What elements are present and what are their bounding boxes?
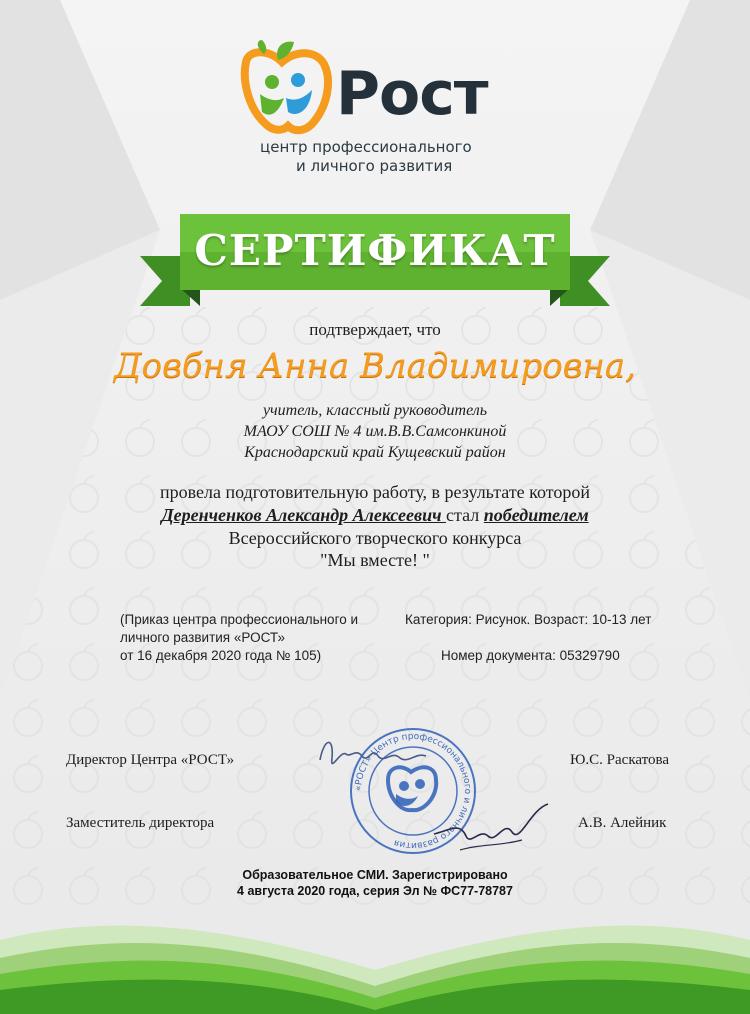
apple-logo-icon <box>238 40 333 140</box>
smi-registration-line2: 4 августа 2020 года, серия Эл № ФС77-78787 <box>237 884 513 898</box>
seal-text: «РОСТ» Центр профессионального и личного развития <box>353 731 473 851</box>
student-name: Деренченков Александр Алексеевич <box>161 505 447 525</box>
deputy-title: Заместитель директора <box>66 815 215 831</box>
order-line3: от 16 декабря 2020 года № 105) <box>120 648 322 663</box>
logo-subtitle-line2: и личного развития <box>296 157 453 175</box>
achievement-line1: провела подготовительную работу, в результате которой <box>159 482 591 502</box>
category-text: Категория: Рисунок. Возраст: 10-13 лет <box>405 612 652 627</box>
achievement-winner-line <box>0 505 750 526</box>
recipient-position: учитель, классный руководитель <box>262 402 488 419</box>
document-number: Номер документа: 05329790 <box>441 648 620 663</box>
recipient-school: МАОУ СОШ № 4 им.В.В.Самсонкиной <box>243 423 507 440</box>
deputy-name: А.В. Алейник <box>578 815 667 831</box>
logo <box>238 40 518 180</box>
became-text: стал <box>446 505 484 525</box>
order-line1: (Приказ центра профессионального и <box>120 612 358 627</box>
deputy-signature <box>430 800 550 860</box>
bottom-waves <box>0 900 750 1014</box>
director-signature <box>310 730 430 780</box>
contest-name: Всероссийского творческого конкурса <box>228 528 522 548</box>
logo-word: Рост <box>336 59 488 129</box>
director-name: Ю.С. Раскатова <box>570 752 670 768</box>
winner-text: победителем <box>483 505 589 525</box>
confirms-text: подтверждает, что <box>309 320 441 339</box>
logo-subtitle-line1: центр профессионального <box>260 138 472 156</box>
order-line2: личного развития «РОСТ» <box>120 630 286 645</box>
contest-title: "Мы вместе! " <box>320 550 430 570</box>
recipient-name: Довбня Анна Владимировна, <box>114 346 636 386</box>
director-title: Директор Центра «РОСТ» <box>66 752 235 768</box>
smi-registration-line1: Образовательное СМИ. Зарегистрировано <box>242 868 508 882</box>
certificate-title: СЕРТИФИКАТ <box>194 226 556 275</box>
recipient-region: Краснодарский край Кущевский район <box>244 444 506 461</box>
